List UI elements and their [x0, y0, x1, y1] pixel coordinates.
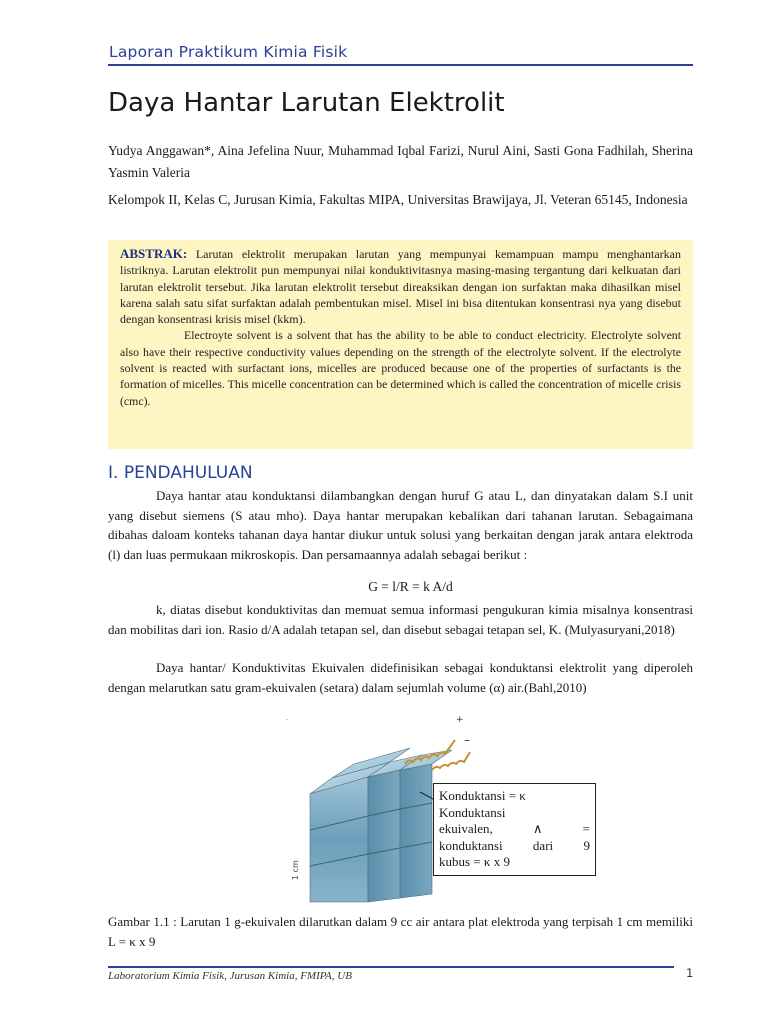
- header-rule: [108, 64, 693, 66]
- callout-box: [433, 783, 596, 876]
- running-header: Laporan Praktikum Kimia Fisik: [109, 43, 348, 61]
- plus-label: +: [456, 715, 464, 725]
- paragraph-2: k, diatas disebut konduktivitas dan memuat semua informasi pengukuran kimia misalnya konsentrasi dan mobilitas dari ion. Rasio d/A adalah tetapan sel, dan disebut sebagai tetapan sel, K. (Mulyasuryani,2018): [108, 602, 693, 637]
- paper-title: Daya Hantar Larutan Elektrolit: [108, 88, 505, 118]
- callout-line-2: Konduktansi: [439, 804, 506, 820]
- svg-text:.: .: [286, 713, 288, 722]
- abstract-indonesian: [120, 246, 681, 327]
- callout-line-3: ekuivalen, ∧ =: [439, 821, 590, 836]
- author-list: Yudya Anggawan*, Aina Jefelina Nuur, Muhammad Iqbal Farizi, Nurul Aini, Sasti Gona Fadhilah, Sherina Yasmin Valeria: [108, 143, 693, 180]
- affiliation: Kelompok II, Kelas C, Jurusan Kimia, Fakultas MIPA, Universitas Brawijaya, Jl. Veteran 65145, Indonesia: [108, 192, 688, 207]
- abstract-id-text: Larutan elektrolit merupakan larutan yang mempunyai kemampuan mampu menghantarkan listriknya. Larutan elektrolit pun mempunyai nilai konduktivitasnya masing-masing tergantung dari kelkuatan dari larutan elektrolit tersebut. Jika larutan elektrolit tersebut direaksikan dengan ion surfaktan maka dihasilkan misel karena salah satu sifat surfaktan adalah pembentukan misel. Misel ini bisa ditentukan konsentrasi nya yang disebut dengan konsentrasi krisis misel (kkm).: [120, 247, 681, 327]
- paragraph-3: Daya hantar/ Konduktivitas Ekuivalen didefinisikan sebagai konduktansi elektrolit yang diperoleh dengan melarutkan satu gram-ekuivalen (setara) dalam sejumlah volume (α) air.(Bahl,2010): [108, 660, 693, 695]
- abstract-label: ABSTRAK:: [120, 246, 188, 261]
- page-number: 1: [686, 966, 694, 980]
- callout-line-1: Konduktansi = κ: [439, 788, 526, 803]
- equation: G = l/R = k A/d: [368, 579, 453, 594]
- footer-text: Laboratorium Kimia Fisik, Jurusan Kimia, FMIPA, UB: [108, 970, 352, 982]
- cube-stack: [310, 748, 452, 902]
- callout-line-4: konduktansi dari 9: [439, 837, 590, 853]
- abstract-english: Electroyte solvent is a solvent that has the ability to be able to conduct electricity. Electrolyte solvent also have their respective conductivity values depending on the strength of the electrolyte solvent. If the electrolyte solvent is reacted with surfactant ions, micelles are produced because one of the properties of surfactants is the formation of micelles. This micelle concentration can be determined which is called the concentration of micelle crisis (cmc).: [120, 328, 681, 408]
- section-heading: I. PENDAHULUAN: [108, 463, 253, 483]
- abstract-box: [108, 240, 693, 449]
- footer-rule: [108, 966, 674, 968]
- paragraph-1: Daya hantar atau konduktansi dilambangkan dengan huruf G atau L, dan dinyatakan dalam S.I unit yang disebut siemens (S atau mho). Daya hantar merupakan kebalikan dari tahanan larutan. Sebagaimana dibahas daloam konteks tahanan daya hantar diukur untuk solusi yang berkaitan dengan jarak antara elektroda (l) dan luas permukaan mikroskopis. Dan persamaannya adalah sebagai berikut :: [108, 488, 693, 562]
- minus-label: –: [464, 733, 470, 747]
- cm-label: 1 cm: [291, 860, 300, 880]
- figure-caption: Gambar 1.1 : Larutan 1 g-ekuivalen dilarutkan dalam 9 cc air antara plat elektroda yang terpisah 1 cm memiliki L = κ x 9: [108, 914, 693, 949]
- callout-line-5: kubus = κ x 9: [439, 854, 510, 869]
